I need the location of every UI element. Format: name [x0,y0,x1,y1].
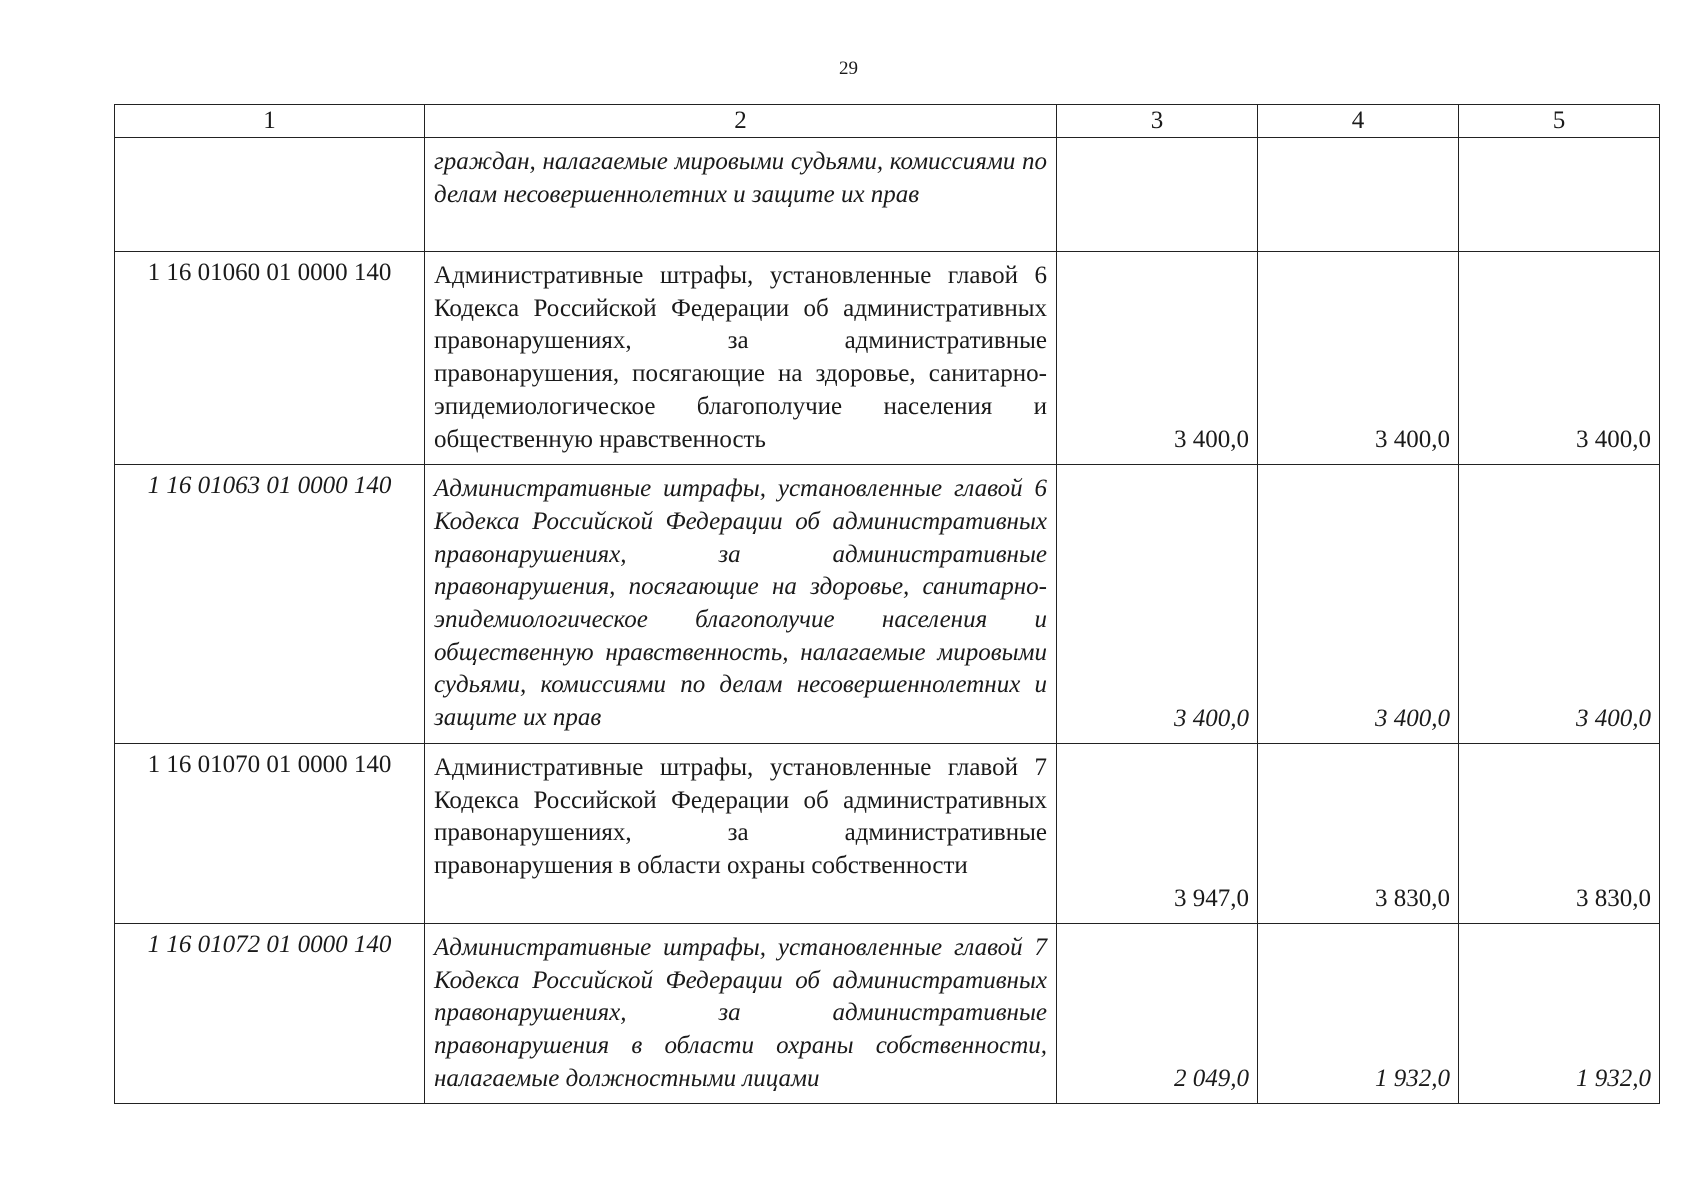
budget-code-cell: 1 16 01072 01 0000 140 [115,923,425,1104]
budget-code-cell [115,138,425,252]
description-text: граждан, налагаемые мировыми судьями, комиссиями по делам несовершеннолетних и защите их прав [434,148,1047,208]
budget-code-cell: 1 16 01060 01 0000 140 [115,252,425,465]
value-col4-cell: 3 830,0 [1258,743,1459,923]
column-header-3: 3 [1057,105,1258,138]
column-header-2: 2 [425,105,1057,138]
column-header-5: 5 [1459,105,1660,138]
table-row [115,465,1660,744]
description-cell [425,465,1057,744]
value-col5-cell: 3 400,0 [1459,465,1660,744]
value-col3-cell: 2 049,0 [1057,923,1258,1104]
value-col4-cell: 3 400,0 [1258,252,1459,465]
value-col5-cell: 1 932,0 [1459,923,1660,1104]
value-col3-cell [1057,138,1258,252]
table-row [115,743,1660,923]
value-col4-cell: 3 400,0 [1258,465,1459,744]
value-col3-cell: 3 400,0 [1057,252,1258,465]
value-col5-cell: 3 400,0 [1459,252,1660,465]
description-cell [425,743,1057,923]
value-col4-cell: 1 932,0 [1258,923,1459,1104]
description-cell [425,252,1057,465]
budget-code-cell: 1 16 01070 01 0000 140 [115,743,425,923]
value-col5-cell: 3 830,0 [1459,743,1660,923]
budget-code-cell: 1 16 01063 01 0000 140 [115,465,425,744]
header-row [115,105,1660,138]
page-number: 29 [839,58,858,79]
table-row [115,138,1660,252]
value-col4-cell [1258,138,1459,252]
description-cell [425,923,1057,1104]
description-text: Административные штрафы, установленные главой 6 Кодекса Российской Федерации об административных правонарушениях, за административные правонарушения, посягающие на здоровье, санитарно-эпидемиологическое благополучие населения и общественную нравственность, налагаемые мировыми судьями, комиссиями по делам несовершеннолетних и защите их прав [434,475,1047,732]
description-text: Административные штрафы, установленные главой 6 Кодекса Российской Федерации об административных правонарушениях, за административные правонарушения, посягающие на здоровье, санитарно-эпидемиологическое благополучие населения и общественную нравственность [434,262,1047,453]
value-col3-cell: 3 400,0 [1057,465,1258,744]
column-header-4: 4 [1258,105,1459,138]
value-col5-cell [1459,138,1660,252]
budget-table [114,104,1660,1104]
description-text: Административные штрафы, установленные главой 7 Кодекса Российской Федерации об административных правонарушениях, за административные правонарушения в области охраны собственности, налагаемые должностными лицами [434,933,1047,1092]
description-text: Административные штрафы, установленные главой 7 Кодекса Российской Федерации об административных правонарушениях, за административные правонарушения в области охраны собственности [434,753,1047,879]
table-row [115,252,1660,465]
table-row [115,923,1660,1104]
description-cell [425,138,1057,252]
column-header-1: 1 [115,105,425,138]
value-col3-cell: 3 947,0 [1057,743,1258,923]
